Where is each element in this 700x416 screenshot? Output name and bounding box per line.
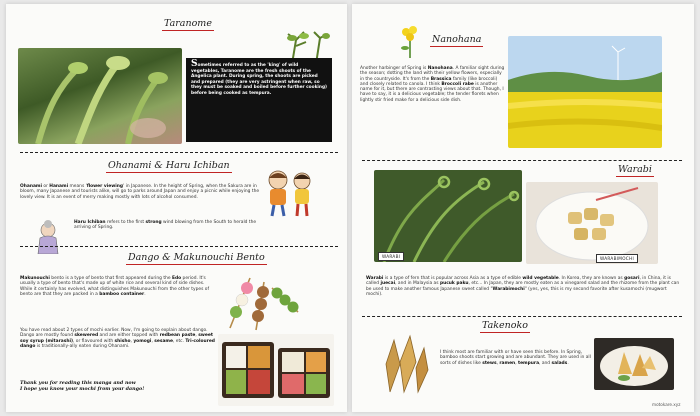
closing-note-line-2: I hope you know your mochi from your dango! [20, 386, 145, 393]
taranome-description [186, 58, 332, 142]
warabi-text: Warabi is a type of fern that is popular across Asia as a type of edible wild vegetable. In Korea, they are known as gosari, in China, it is called juecai, and in Malaysia as pucuk paku, etc... In Japan, they are mostly eaten as a vinegared salad and the rhizome from the plant can be used to make another famous Japanese sweet called "Warabimochi" (yes, yes, this is my second favorite after kusamochi (mugwort mochi). [366, 276, 680, 297]
closing-note [20, 380, 220, 392]
makunouchi-text: Makunouchi bento is a type of bento that first appeared during the Edo period. It's usually a type of bento that's made up of white rice and several kind of side dishes. While it certainly has evolved, what distinguishes Makunouchi from the other types of bento are that they are packed in a bamboo container. [20, 276, 209, 297]
taranome-title: Taranome [164, 18, 212, 29]
taranome-photo [18, 48, 182, 144]
warabi-photo [374, 170, 522, 262]
takenoko-text: I think most are familiar with or have seen this before. In Spring, bamboo shoots start growing and are abundant. They are used in all sorts of dishes like stews, ramen, tempura, and salads. [440, 350, 591, 366]
dango-illustration [220, 268, 300, 334]
dango-text: You have read about 2 types of mochi earlier. Now, I'm going to explain about dango. Dango are mostly found skewered and are either topped with redbean paste, sweet soy syrup (mitarashi), or flavoured with shisho, yomogi, sesame, etc. Tri-coloured dango is traditionally-ally eaten during Ohanami. [20, 328, 215, 349]
takenoko-photo [594, 338, 674, 390]
bento-photo [218, 334, 334, 406]
warabimochi-caption: WARABIMOCHI [596, 254, 638, 263]
takenoko-title: Takenoko [482, 320, 528, 331]
children-illustration [260, 168, 320, 218]
nanohana-text: Another harbinger of Spring is Nanohana. A familiar sight during the season; dotting the land with their yellow flowers, especially in the countryside. It's from the Brassica family (like broccoli) and closely related to canola. I think Broccoli rabe is another name for it, but there are contrasting views about that. Though, I have to say, it is a delicious vegetable; the tender florets when lightly stir fried make for a delicious side dish. [360, 66, 505, 103]
divider [20, 246, 338, 247]
nanohana-title: Nanohana [432, 34, 482, 45]
site-credit: motokare.xyz [652, 402, 681, 407]
divider [362, 160, 682, 161]
haru-ichiban-text: Haru Ichiban refers to the first strong wind blowing from the South to herald the arriving of Spring. [74, 220, 257, 231]
ohanami-title: Ohanami & Haru Ichiban [108, 160, 230, 171]
warabi-caption: WARABI [378, 252, 404, 261]
divider [20, 152, 338, 153]
dango-title: Dango & Makunouchi Bento [128, 252, 265, 263]
warabi-title: Warabi [618, 164, 652, 175]
nanohana-photo [508, 36, 662, 148]
taranome-text: ometimes referred to as the 'king' of wild vegetables, Taranome are the fresh shoots of the Angelica plant. During spring, the shoots are picked and prepared (they are very astringent when raw, so they must be soaked and boiled before further cooking) before being cooked as tempura. [191, 63, 327, 96]
closing-note-line-1: Thank you for reading this manga and now [20, 380, 136, 386]
taranome-drop-cap: S [191, 59, 198, 69]
right-page [352, 4, 694, 412]
bamboo-shoot-illustration [380, 334, 432, 394]
divider [362, 316, 682, 317]
nanohana-flower-icon [398, 24, 422, 58]
ohanami-text: Ohanami or Hanami means 'flower viewing' in Japanese. In the height of Spring, when the Sakura are in bloom, many Japanese and tourists alike, will go to parks around Japan and enjoy a picnic while enjoying the lovely view. It is an event of merry making mostly with lots of alcohol consumed. [20, 184, 260, 200]
warabimochi-photo [526, 182, 658, 264]
grandma-illustration [30, 220, 66, 254]
left-page [6, 4, 347, 412]
